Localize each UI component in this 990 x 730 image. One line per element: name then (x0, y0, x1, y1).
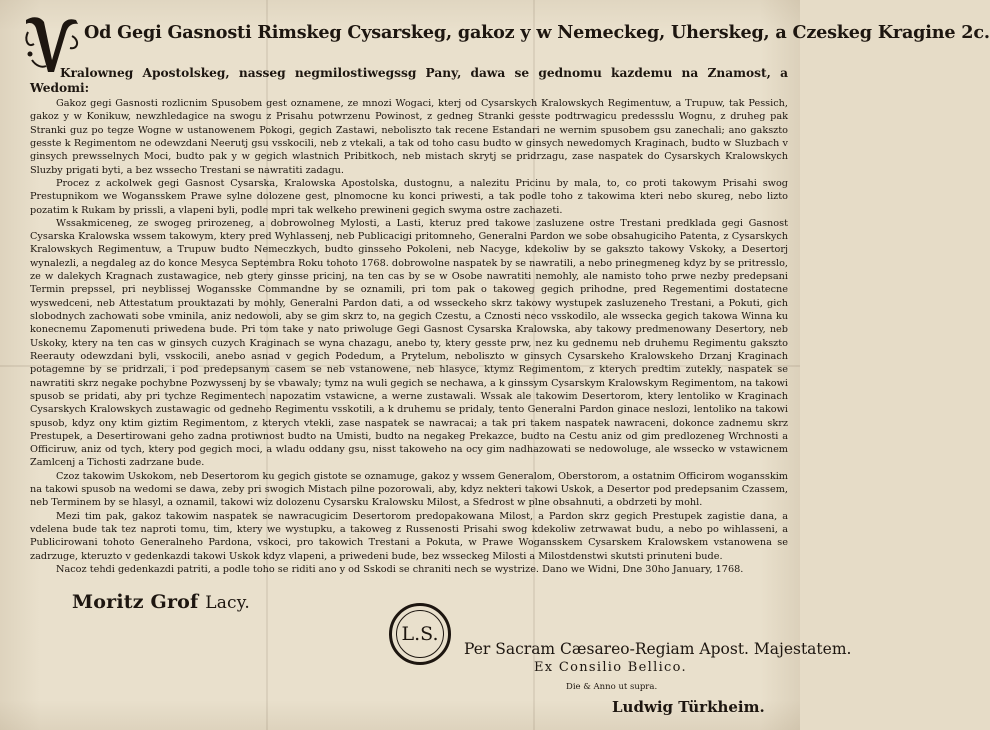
decree-paragraph-6: Nacoz tehdi gedenkazdi patriti, a podle toho se riditi ano y od Sskodi se chraniti nech se wystrize. Dano we Widni, Dne 30ho January, 1768. (56, 563, 744, 575)
signature-lacy (72, 591, 250, 613)
decree-title-line-1: Od Gegi Gasnosti Rimskeg Cysarskeg, gakoz y w Nemeckeg, Uherskeg, a Czeskeg Kragine 2c. (84, 22, 990, 43)
per-sacram-line: Per Sacram Cæsareo-Regiam Apost. Majestatem. (464, 640, 852, 658)
decree-paragraph-3: Wssakmiceneg, ze swogeg prirozeneg, a dobrowolneg Mylosti, a Lasti, kteruz pred takowe zasluzene ostre Trestani predklada gegi Gasnost Cysarska Kralowska wssem takowym, ktery pred Wyhlassenj, neb Publicacigi pritomneho, Generalni Pardon we sobe obsahugiciho Patenta, z Cysarskych Kralowskych Regimentuw, a Trupuw budto Nemeczkych, budto ginsseho Pokoleni, neb Nacyge, kdekoliw by se gakszto takowy Vskoky, a Desertorj wynalezli, a negdaleg az do konce Mesyca Septembra Roku tohoto 1768. dobrowolne naspatek by se nawratili, a nebo prinegmeneg kdyz by se pritresslo, ze w dalekych Kragnach zustawagice, neb gtery ginsse pricinj, na ten cas by se w Osobe nawratiti nemohly, ale namisto toho prwe nezby predepsani Termin prepssel, pri neyblissej Wogansske Commandne by se oznamili, pri tom pak o takoweg gegich prihodne, pred Regementimi dostatecne wyswedceni, neb Attestatum prouktazati by mohly, Generalni Pardon dati, a od wsseckeho skrz takowy wystupek zasluzeneho Trestani, a Pokuti, gich slobodnych zachowati sobe vminila, aniz nedowoli, aby se gim skrz to, na gegich Czestu, a Cznosti neco vsskodilo, ale wssecka gegich takowa Winna ku konecnemu Zapomenuti priwedena bude. Pri tom take y nato priwoluge Gegi Gasnost Cysarska Kralowska, aby takowy predmenowany Desertory, neb Uskoky, ktery na ten cas w ginsych cuzych Kraginach se wyna chazagu, anebo ty, ktery gesste prw, nez ku gednemu neb druhemu Regimentu gakszto Reerauty odewzdani byli, vsskocili, anebo asnad v gegich Podedum, a Prytelum, neboliszto w ginsych Cysarskeho Kralowskeho Drzanj Kraginach potagemne by se pridrzali, i pod predepsanym casem se neb vstanowene, neb hlasyce, ktymz Regimentom, z kterych predtim zutekly, naspatek se nawratiti skrz negake pochybne Pozwyssenj by se vbawaly; tymz na wuli gegich se nechawa, a k ginssym Cysarskym Kralowskym Regimentom, na takowi spusob se pridati, aby pri tychze Regimentech napozatim vstawicne, a werne zustawali. Wssak ale takowim Desertorom, ktery lentoliko w Kraginach Cysarskych Kralowskych zustawagic od gedneho Regimentu vsskotili, a k druhemu se pridaly, tento Generalni Pardon ginace neslozi, lentoliko na takowi spusob, kdyz ony ktim giztim Regimentom, z kterych vtekli, zase naspatek se nawracai; a tak pri takem naspatek nawraceni, dokonce zadnemu skrz Prestupek, a Desertirowani geho zadna protiwnost budto na Umisti, budto na negakeg Prekazce, budto na Cestu aniz od gim predlozeneg Wrchnosti a Officiruw, aniz od tych, ktery pod gegich moci, a wladu oddany gsu, nisst takoweho na ocy gim nadhazowati se nedowoluge, ale wssecko w vstawicnem Zamlcenj a Tichosti zadrzane bude. (30, 217, 788, 469)
decree-paragraph-4: Czoz takowim Uskokom, neb Desertorom ku gegich gistote se oznamuge, gakoz y wssem Generalom, Oberstorom, a ostatnim Officirom wogansskim na takowi spusob na wedomi se dawa, zeby pri swogich Mistach pilne pozorowali, aby, kdyz nekteri takowi Uskok, a Desertor pod predepsanim Czassem, neb Terminem by se hlasyl, a oznamil, takowi wiz dolozenu Cysarsku Kralowsku Milost, a Sfedrost w plne obsahnuti, a obdrzeti by mohl. (30, 470, 788, 509)
decree-paragraph-1: Gakoz gegi Gasnosti rozlicnim Spusobem gest oznamene, ze mnozi Wogaci, kterj od Cysarskych Kralowskych Regimentuw, a Trupuw, tak Pessich, gakoz y w Konikuw, newzhledagice na swogu z Prisahu potwrzenu Powinost, z gedneg Stranki gesste podtrwagicu predessslu Wognu, z druheg pak Stranki guz po tegze Wogne w ustanowenem Pokogi, gegich Zastawi, neboliszto tak recene Estandari ne wernim spusobem gsu zanechali; ano gakszto gesste k Regimentom ne odewzdani Neerutj gsu vsskocili, neb z vtekali, a tak od toho casu budto w ginsych newedomych Kraginach, budto w Sluzbach v ginsych prewsselnych Moci, budto pak y w gegich wlastnich Pribitkoch, neb mistach skrytj se pridrzagu, zase naspatek do Cysarskych Kralowskych Sluzby prigati byti, a bez wssecho Trestani se nawratiti zadagu. (30, 98, 788, 176)
ex-consilio-line: Ex Consilio Bellico. (534, 660, 687, 675)
seal-text: L.S. (401, 623, 439, 645)
decree-title (84, 22, 990, 44)
signature-main-suffix: Lacy. (205, 593, 250, 613)
signature-main-name: Moritz Grof (72, 591, 199, 613)
decree-paragraph-2: Procez z ackolwek gegi Gasnost Cysarska, Kralowska Apostolska, dustognu, a nalezitu Pricinu by mala, to, co proti takowym Prisahi swog Prestupnikom we Wogansskem Prawe sylne dolozene gest, plnomocne ku konci priwesti, a tak podle toho z takowima kteri nebo skureg, nebo lizto pozatim k Rukam by prissli, a vlapeni byli, podle mpri tak welkeho prewineni gegich swyma ostre zachazeti. (30, 177, 788, 216)
signature-turkheim: Ludwig Türkheim. (612, 698, 765, 716)
die-anno-line: Die & Anno ut supra. (566, 682, 658, 692)
seal-icon (389, 603, 451, 665)
decree-body (30, 66, 788, 576)
decree-title-line-2: Kralowneg Apostolskeg, nasseg negmilostiwegssg Pany, dawa se gednomu kazdemu na Znamost, a Wedomi: (30, 66, 788, 95)
decree-paragraph-5: Mezi tim pak, gakoz takowim naspatek se nawracugicim Desertorom predopakowana Milost, a Pardon skrz gegich Prestupek zagistie dana, a vdelena bude tak tez naproti tomu, tim, ktery we wystupku, a takoweg z Russenosti Prisahi swog kdekoliw zetrwawat budu, a nebo po wihlasseni, a Publicirowani tohoto Generalneho Pardona, vskoci, pro takowich Trestani a Pokuta, w Prawe Wogansskem Cysarskem Kralowskem vstanowena se zadrzuge, kteruzto v gedenkazdi takowi Uskok kdyz vlapeni, a priwedeni bude, bez wsseckeg Milosti a Milostdenstwi skutsti prinuteni bude. (30, 510, 788, 562)
